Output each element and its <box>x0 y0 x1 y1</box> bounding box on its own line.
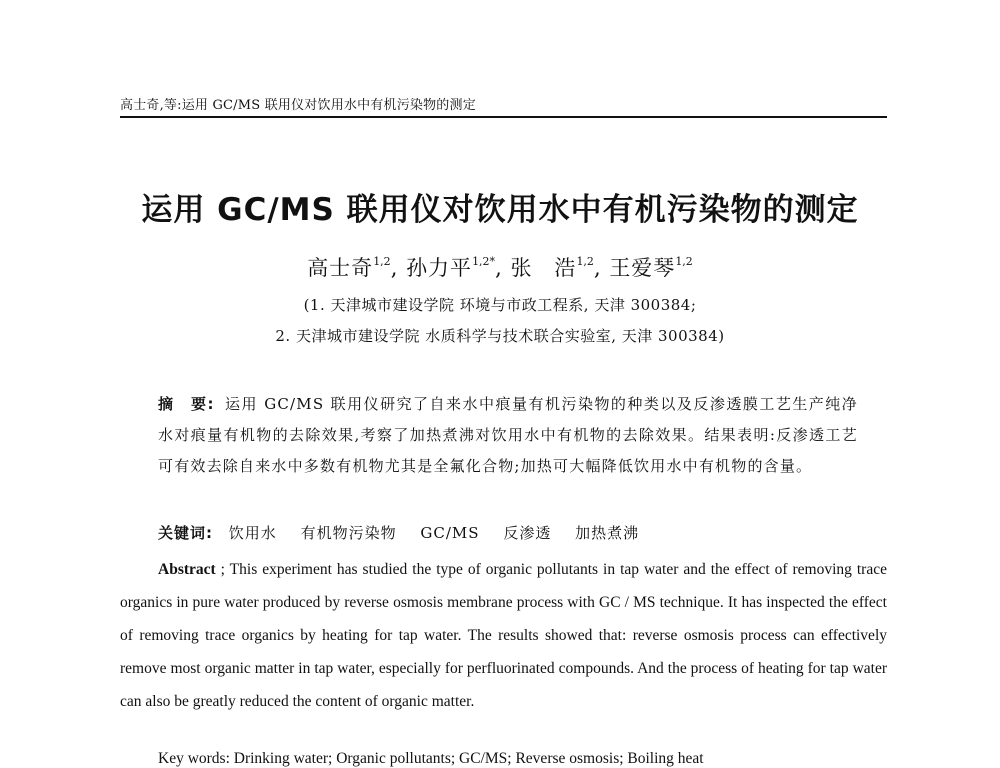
english-keywords-partial: Key words: Drinking water; Organic pollutants; GC/MS; Reverse osmosis; Boiling heat <box>158 750 704 767</box>
affiliation-line: 2. 天津城市建设学院 水质科学与技术联合实验室, 天津 300384) <box>275 327 725 345</box>
english-abstract <box>120 553 887 718</box>
chinese-abstract-text: 运用 GC/MS 联用仪研究了自来水中痕量有机污染物的种类以及反渗透膜工艺生产纯净水对痕量有机物的去除效果,考察了加热煮沸对饮用水中有机物的去除效果。结果表明:反渗透工艺可有效去除自来水中多数有机物尤其是全氟化合物;加热可大幅降低饮用水中有机物的含量。 <box>158 395 858 475</box>
keyword-item: 饮用水 <box>228 524 277 542</box>
author-list <box>0 252 1000 282</box>
keyword-item: 加热煮沸 <box>575 524 640 542</box>
author-separator: , <box>593 256 602 280</box>
running-header: 高士奇,等:运用 GC/MS 联用仪对饮用水中有机污染物的测定 <box>120 98 476 113</box>
author-separator: , <box>495 256 503 280</box>
chinese-abstract-label: 摘 要: <box>158 395 215 413</box>
english-abstract-text: This experiment has studied the type of organic pollutants in tap water and the effect of removing trace organics in pure water produced by reverse osmosis membrane process with GC / MS technique. It has inspected the effect of removing trace organics by heating for tap water. The results showed that: reverse osmosis process can effectively remove most organic matter in tap water, especially for perfluorinated compounds. And the process of heating for tap water can also be greatly reduced the content of organic matter. <box>120 561 887 710</box>
chinese-keywords-label: 关键词: <box>158 524 213 542</box>
chinese-keywords <box>158 522 858 543</box>
english-abstract-label: Abstract <box>158 561 216 578</box>
paper-title: 运用 GC/MS 联用仪对饮用水中有机污染物的测定 <box>141 192 859 228</box>
keyword-item: 有机物污染物 <box>300 524 397 542</box>
author-separator: , <box>390 256 399 280</box>
author-name: 王爱琴 <box>609 256 676 280</box>
header-rule <box>120 116 887 118</box>
keyword-item: GC/MS <box>420 524 480 542</box>
affiliation-line: (1. 天津城市建设学院 环境与市政工程系, 天津 300384; <box>303 296 697 314</box>
author-affiliation-mark: 1,2 <box>373 255 391 268</box>
english-abstract-separator: ; <box>215 561 230 578</box>
author-name: 高士奇 <box>307 256 374 280</box>
keyword-item: 反渗透 <box>503 524 552 542</box>
author-affiliation-mark: 1,2 <box>675 255 693 268</box>
author-affiliation-mark: 1,2* <box>472 255 496 268</box>
chinese-abstract <box>158 389 858 482</box>
author-name: 张 浩 <box>510 256 577 280</box>
author-affiliation-mark: 1,2 <box>576 255 594 268</box>
author-name: 孙力平 <box>406 256 473 280</box>
